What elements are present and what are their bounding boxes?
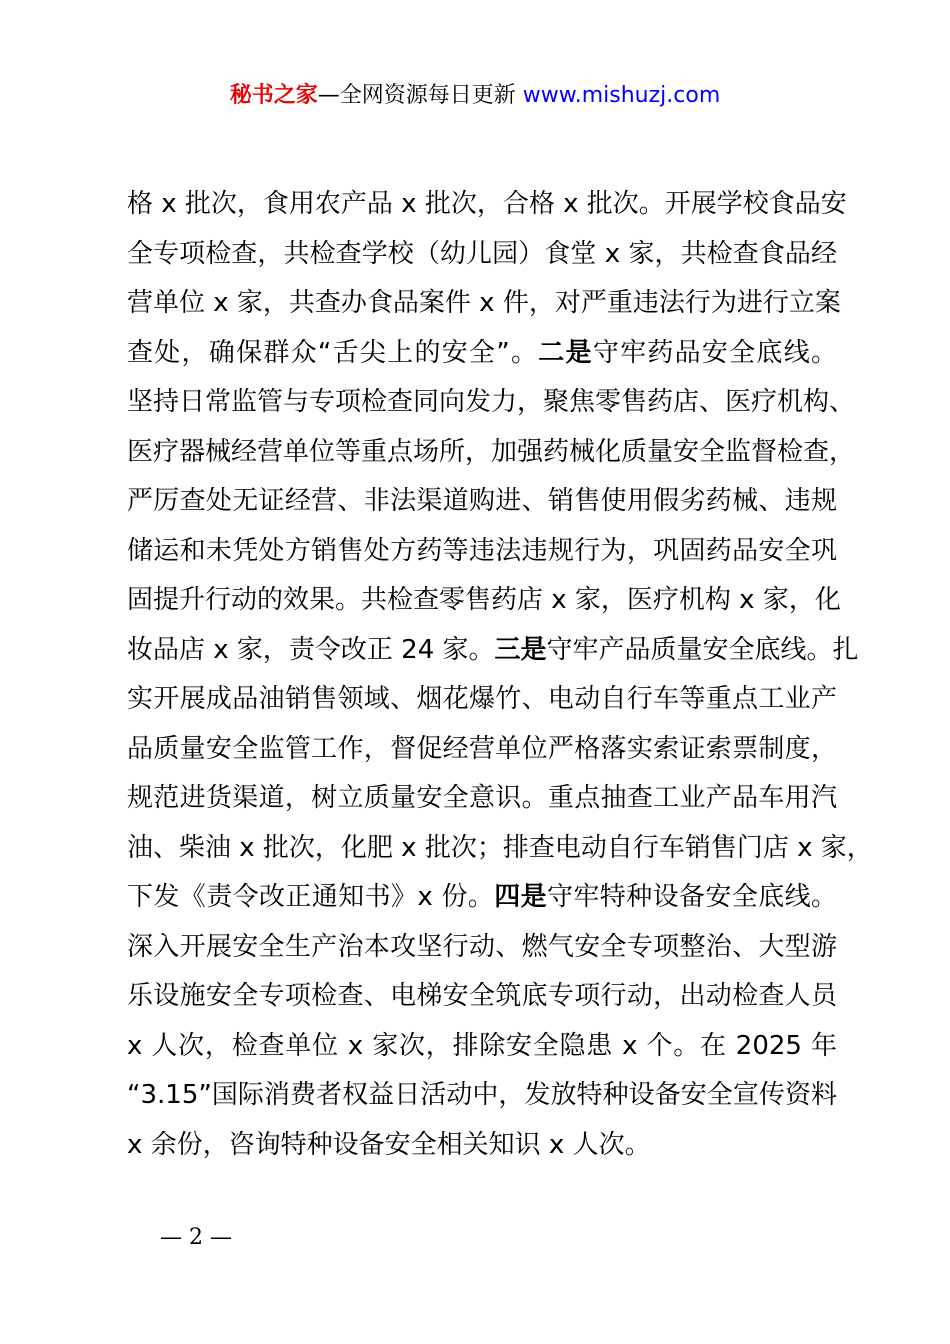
text-line: 固提升行动的效果。共检查零售药店 x 家，医疗机构 x 家，化 <box>127 585 841 615</box>
section-marker-four: 四是 <box>494 882 548 912</box>
text-line: 储运和未凭处方销售处方药等违法违规行为，巩固药品安全巩 <box>127 535 837 566</box>
header-brand: 秘书之家 <box>229 83 318 108</box>
text-line: 规范进货渠道，树立质量安全意识。重点抽查工业产品车用汽 <box>127 783 837 813</box>
section-marker-three: 三是 <box>494 634 547 665</box>
text-line: 营单位 x 家，共查办食品案件 x 件，对严重违法行为进行立案 <box>127 288 841 318</box>
text-line: 格 x 批次，食用农产品 x 批次，合格 x 批次。开展学校食品安 <box>127 189 847 219</box>
text-line: “3.15”国际消费者权益日活动中，发放特种设备安全宣传资料 <box>127 1080 837 1110</box>
section-marker-two: 二是 <box>538 337 593 368</box>
text-line: 品质量安全监管工作，督促经营单位严格落实索证索票制度， <box>127 733 837 764</box>
page-number: — 2 — <box>160 1225 232 1250</box>
text-line: 坚持日常监管与专项检查同向发力，聚焦零售药店、医疗机构、 <box>127 387 856 417</box>
page-header <box>0 80 950 112</box>
text-line: 实开展成品油销售领域、烟花爆竹、电动自行车等重点工业产 <box>127 684 837 714</box>
text-line: 乐设施安全专项检查、电梯安全筑底专项行动，出动检查人员 <box>127 981 837 1011</box>
text-line-last: x 余份，咨询特种设备安全相关知识 x 人次。 <box>127 1129 651 1160</box>
text-line: 深入开展安全生产治本攻坚行动、燃气安全专项整治、大型游 <box>127 931 837 962</box>
text-line: 全专项检查，共检查学校（幼儿园）食堂 x 家，共检查食品经 <box>127 238 837 269</box>
document-body <box>127 180 873 1170</box>
text-line: 医疗器械经营单位等重点场所，加强药械化质量安全监督检查， <box>127 436 856 467</box>
header-url-link[interactable]: www.mishuzj.com <box>522 83 721 108</box>
text-line: 油、柴油 x 批次，化肥 x 批次；排查电动自行车销售门店 x 家， <box>127 832 873 863</box>
text-line: 严厉查处无证经营、非法渠道购进、销售使用假劣药械、违规 <box>127 486 837 516</box>
text-line: x 人次，检查单位 x 家次，排除安全隐患 x 个。在 2025 年 <box>127 1030 837 1061</box>
text-line: 下发《责令改正通知书》x 份。四是守牢特种设备安全底线。 <box>127 882 837 912</box>
text-line: 妆品店 x 家，责令改正 24 家。三是守牢产品质量安全底线。扎 <box>127 634 859 665</box>
header-tagline: —全网资源每日更新 <box>317 83 523 108</box>
text-line: 查处，确保群众“舌尖上的安全”。二是守牢药品安全底线。 <box>127 337 837 368</box>
